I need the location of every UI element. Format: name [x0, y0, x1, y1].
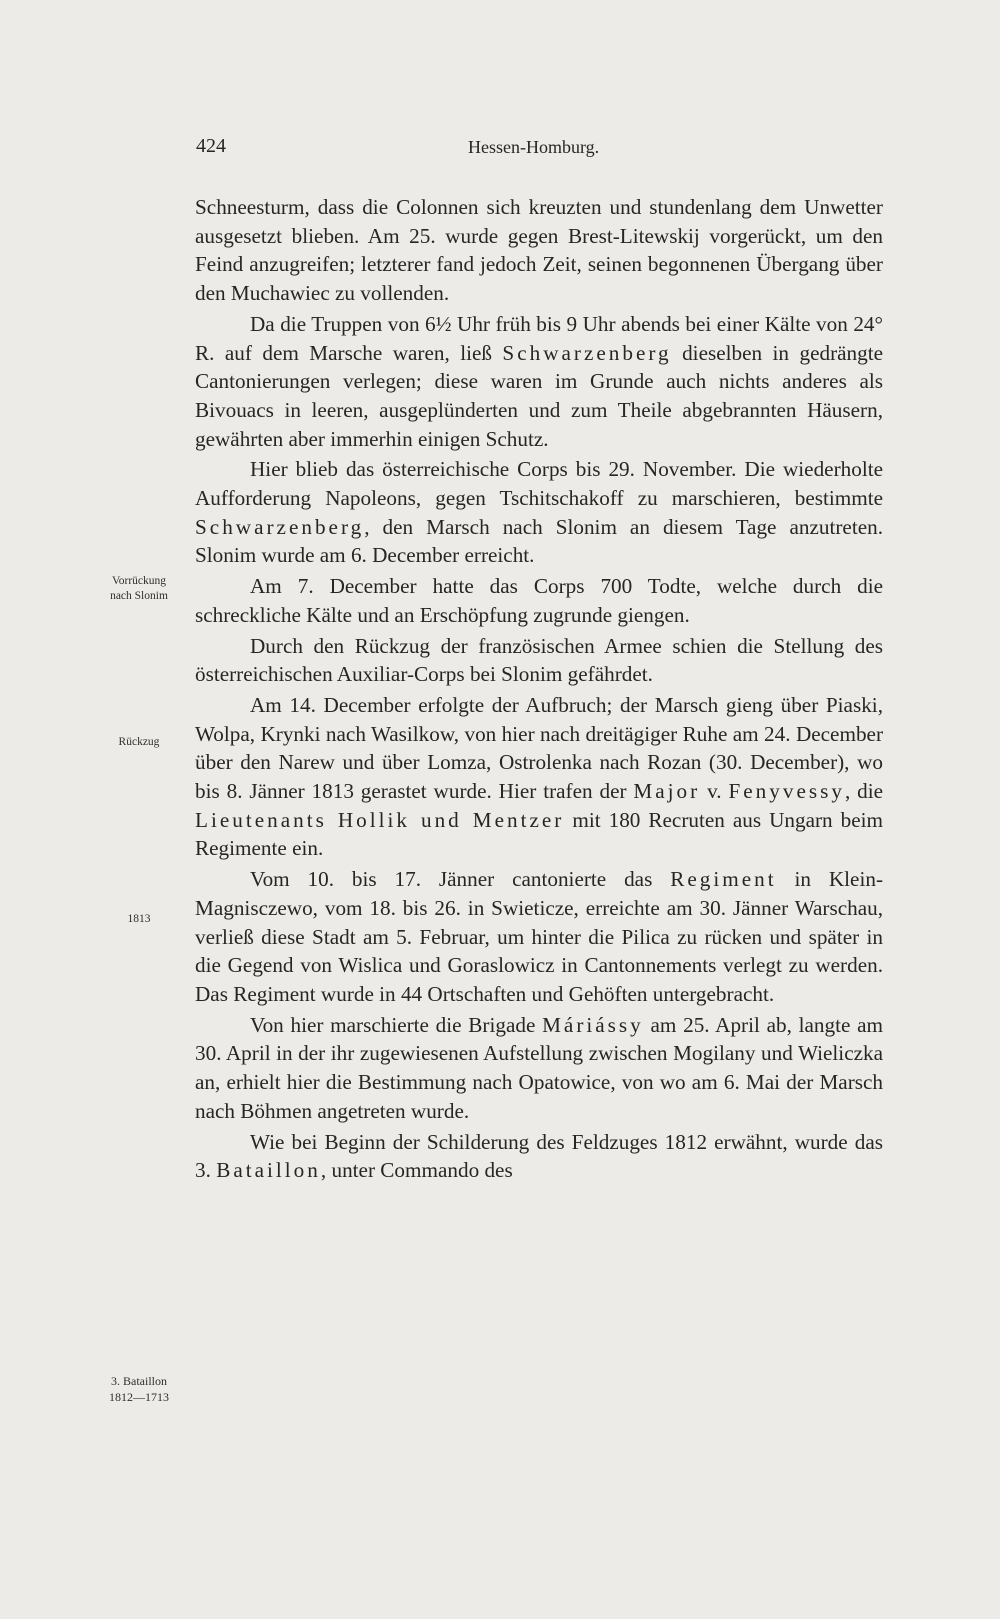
text-run: dieselben in gedrängte Cantonierungen verlegen; diese waren im Grunde auch nichts anderes als Bivouacs in leeren, ausgeplünderten und zum Theile abgebrannten Häusern, gewährten aber immerhin einigen Schutz. [195, 340, 884, 451]
text-run: Wie bei Beginn der Schilderung des Feldzuges 1812 erwähnt, wurde das 3. [195, 1129, 883, 1183]
margin-note-line: nach Slonim [110, 590, 168, 602]
margin-note-vorrueckung [94, 574, 184, 604]
page-number: 424 [196, 135, 226, 157]
names-lieutenants: Lieutenants Hollik und Mentzer [195, 807, 565, 832]
paragraph-1: Schneesturm, dass die Colonnen sich kreuzten und stundenlang dem Unwetter ausgesetzt blieben. Am 25. wurde gegen Brest-Litewskij vorgerückt, um den Feind anzugreifen; letzterer fand jedoch Zeit, seinen begonnenen Übergang über den Muchawiec zu vollenden. [195, 195, 883, 306]
text-run: Von hier marschierte die Brigade [250, 1012, 543, 1037]
page-header [196, 135, 882, 167]
word-bataillon: Bataillon [216, 1158, 321, 1183]
margin-note-line: 1812—1713 [109, 1390, 169, 1404]
word-regiment: Regiment [670, 867, 777, 892]
paragraph-4: Am 7. December hatte das Corps 700 Todte, welche durch die schreckliche Kälte und an Erschöpfung zugrunde giengen. [195, 574, 883, 627]
text-run: Am 14. December erfolgte der Aufbruch; der Marsch gieng über Piaski, Wolpa, Krynki nach Wasilkow, von hier nach dreitägiger Ruhe am 24. December über den Narew und über Lomza, Ostrolenka nach Rozan (30. December), wo bis 8. Jänner 1813 gerastet wurde. Hier trafen der [195, 692, 883, 804]
text-run: mit 180 Recruten aus Ungarn beim Regimente ein. [195, 807, 883, 861]
name-schwarzenberg: Schwarzenberg [195, 514, 365, 539]
paragraph-7 [195, 865, 883, 1009]
paragraph-6 [195, 691, 883, 863]
text-run: Hier blieb das österreichische Corps bis 29. November. Die wiederholte Aufforderung Napoleons, gegen Tschitschakoff zu marschieren, bestimmte [195, 457, 883, 511]
running-head: Hessen-Homburg. [468, 137, 600, 157]
name-mariassy: Máriássy [542, 1012, 644, 1037]
text-run: , den Marsch nach Slonim an diesem Tage anzutreten. Slonim wurde am 6. December erreicht. [195, 514, 883, 568]
text-run: am 25. April ab, langte am 30. April in der ihr zugewiesenen Aufstellung zwischen Mogilany und Wieliczka an, erhielt hier die Bestimmung nach Opatowice, von wo am 6. Mai der Marsch nach Böhmen angetreten wurde. [195, 1012, 883, 1123]
text-run: in Klein-Magnisczewo, vom 18. bis 26. in Swieticze, erreichte am 30. Jänner Warschau, verließ diese Stadt am 5. Februar, um hinter die Pilica zu rücken und später in die Gegend von Wislica und Goraslowicz in Cantonnements verlegt zu werden. Das Regiment wurde in 44 Ortschaften und Gehöften untergebracht. [195, 867, 883, 1006]
text-run: , die [844, 779, 884, 804]
text-run: , unter Commando des [320, 1158, 513, 1183]
paragraph-3 [195, 455, 883, 570]
paragraph-8 [195, 1011, 883, 1126]
margin-note-1813: 1813 [127, 913, 151, 925]
paragraph-9 [195, 1128, 883, 1185]
body-text [195, 193, 883, 1185]
margin-note-line: Vorrückung [111, 575, 167, 587]
paragraph-5: Durch den Rückzug der französischen Armee schien die Stellung des österreichischen Auxiliar-Corps bei Slonim gefährdet. [195, 633, 883, 687]
rank-major: Major [633, 779, 701, 804]
margin-note-line: 3. Bataillon [111, 1374, 167, 1388]
margin-note-rueckzug: Rückzug [118, 736, 160, 748]
margin-note-bataillon [94, 1373, 184, 1405]
text-run: Vom 10. bis 17. Jänner cantonierte das [250, 867, 671, 892]
name-schwarzenberg: Schwarzenberg [502, 340, 672, 365]
text-run: Da die Truppen von 6½ Uhr früh bis 9 Uhr abends bei einer Kälte von 24° R. auf dem Marsche waren, ließ [195, 311, 883, 365]
text-run: v. [700, 779, 729, 804]
paragraph-2 [195, 310, 883, 454]
name-fenyvessy: Fenyvessy [728, 779, 845, 804]
